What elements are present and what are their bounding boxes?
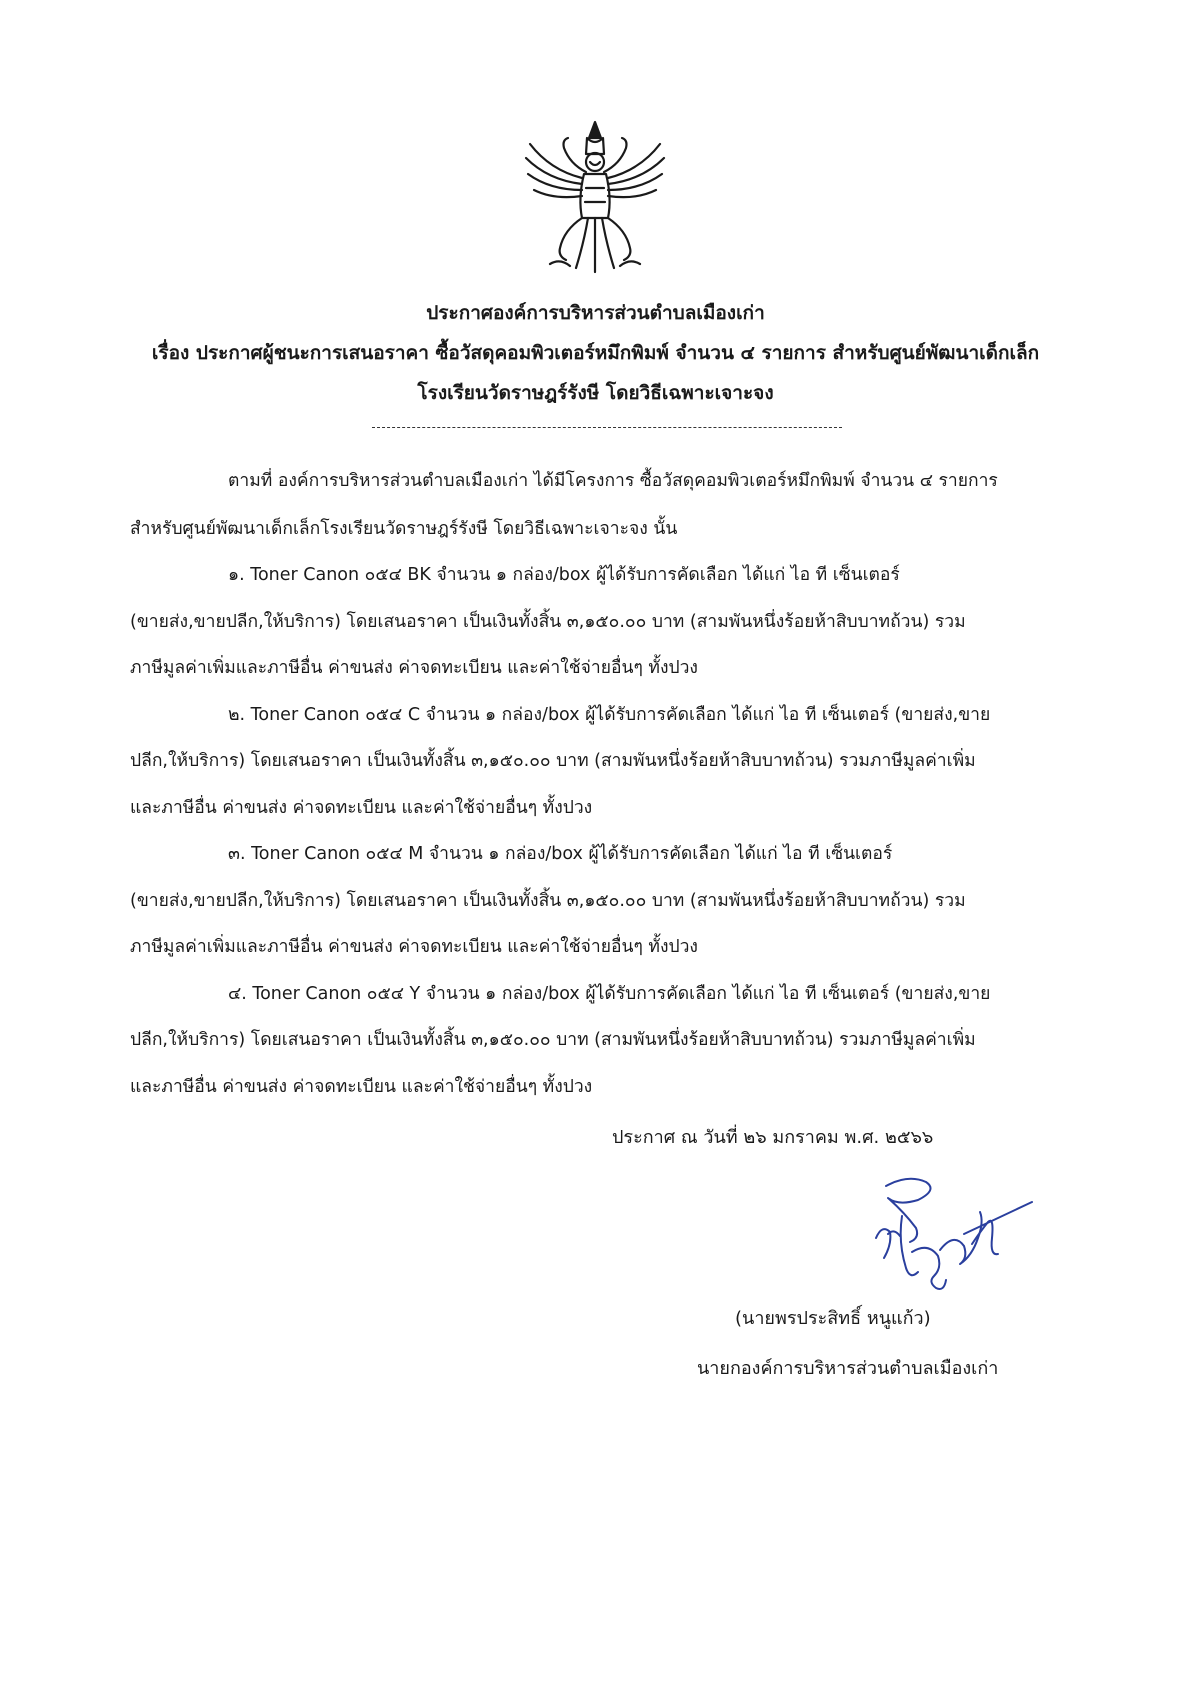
item-4-line-1: ๔. Toner Canon ๐๕๔ Y จำนวน ๑ กล่อง/box ผู้ได้รับการคัดเลือก ได้แก่ ไอ ที เซ็นเตอร์ (ขายส่ง,ขาย <box>228 984 991 1004</box>
item-2-line-1: ๒. Toner Canon ๐๕๔ C จำนวน ๑ กล่อง/box ผู้ได้รับการคัดเลือก ได้แก่ ไอ ที เซ็นเตอร์ (ขายส่ง,ขาย <box>228 705 991 725</box>
item-3-line-2: (ขายส่ง,ขายปลีก,ให้บริการ) โดยเสนอราคา เป็นเงินทั้งสิ้น ๓,๑๕๐.๐๐ บาท (สามพันหนึ่งร้อยห้าสิบบาทถ้วน) รวม <box>130 891 966 911</box>
subject-line-1: เรื่อง ประกาศผู้ชนะการเสนอราคา ซื้อวัสดุคอมพิวเตอร์หมึกพิมพ์ จำนวน ๔ รายการ สำหรับศูนย์พัฒนาเด็กเล็ก <box>151 342 1040 364</box>
item-3-line-1: ๓. Toner Canon ๐๕๔ M จำนวน ๑ กล่อง/box ผู้ได้รับการคัดเลือก ได้แก่ ไอ ที เซ็นเตอร์ <box>228 844 893 864</box>
item-1-line-1: ๑. Toner Canon ๐๕๔ BK จำนวน ๑ กล่อง/box ผู้ได้รับการคัดเลือก ได้แก่ ไอ ที เซ็นเตอร์ <box>228 565 900 585</box>
signature <box>868 1172 1038 1302</box>
divider <box>372 427 842 428</box>
announce-date: ประกาศ ณ วันที่ ๒๖ มกราคม พ.ศ. ๒๕๖๖ <box>612 1127 934 1148</box>
item-2-line-2: ปลีก,ให้บริการ) โดยเสนอราคา เป็นเงินทั้งสิ้น ๓,๑๕๐.๐๐ บาท (สามพันหนึ่งร้อยห้าสิบบาทถ้วน) รวมภาษีมูลค่าเพิ่ม <box>130 751 976 771</box>
document-title: ประกาศองค์การบริหารส่วนตำบลเมืองเก่า <box>426 302 765 324</box>
subject-line-2: โรงเรียนวัดราษฎร์รังษี โดยวิธีเฉพาะเจาะจง <box>417 382 774 404</box>
item-4-line-3: และภาษีอื่น ค่าขนส่ง ค่าจดทะเบียน และค่าใช้จ่ายอื่นๆ ทั้งปวง <box>130 1077 593 1097</box>
garuda-emblem-icon <box>520 118 670 278</box>
signer-position: นายกองค์การบริหารส่วนตำบลเมืองเก่า <box>697 1358 999 1379</box>
intro-line-1: ตามที่ องค์การบริหารส่วนตำบลเมืองเก่า ได้มีโครงการ ซื้อวัสดุคอมพิวเตอร์หมึกพิมพ์ จำนวน ๔ รายการ <box>228 471 998 491</box>
item-3-line-3: ภาษีมูลค่าเพิ่มและภาษีอื่น ค่าขนส่ง ค่าจดทะเบียน และค่าใช้จ่ายอื่นๆ ทั้งปวง <box>130 937 698 957</box>
signer-name: (นายพรประสิทธิ์ หนูแก้ว) <box>735 1308 931 1329</box>
item-1-line-3: ภาษีมูลค่าเพิ่มและภาษีอื่น ค่าขนส่ง ค่าจดทะเบียน และค่าใช้จ่ายอื่นๆ ทั้งปวง <box>130 658 698 678</box>
intro-line-2: สำหรับศูนย์พัฒนาเด็กเล็กโรงเรียนวัดราษฎร์รังษี โดยวิธีเฉพาะเจาะจง นั้น <box>130 519 678 539</box>
item-4-line-2: ปลีก,ให้บริการ) โดยเสนอราคา เป็นเงินทั้งสิ้น ๓,๑๕๐.๐๐ บาท (สามพันหนึ่งร้อยห้าสิบบาทถ้วน) รวมภาษีมูลค่าเพิ่ม <box>130 1030 976 1050</box>
item-1-line-2: (ขายส่ง,ขายปลีก,ให้บริการ) โดยเสนอราคา เป็นเงินทั้งสิ้น ๓,๑๕๐.๐๐ บาท (สามพันหนึ่งร้อยห้าสิบบาทถ้วน) รวม <box>130 612 966 632</box>
item-2-line-3: และภาษีอื่น ค่าขนส่ง ค่าจดทะเบียน และค่าใช้จ่ายอื่นๆ ทั้งปวง <box>130 798 593 818</box>
